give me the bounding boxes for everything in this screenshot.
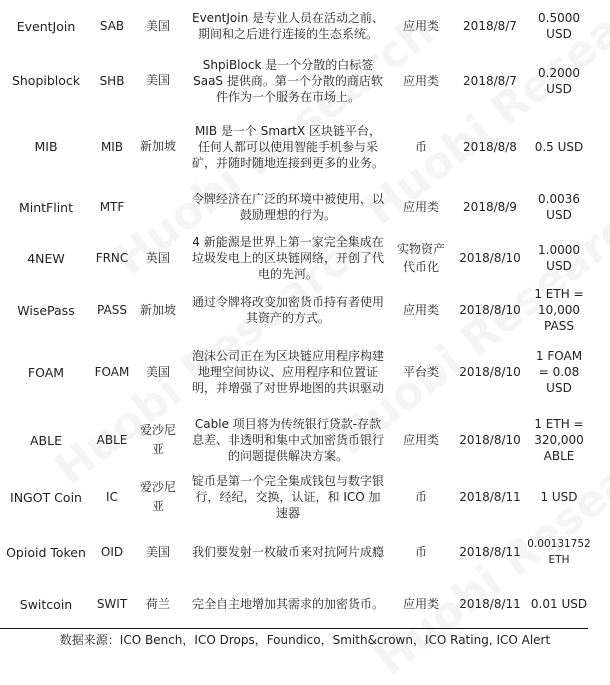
data-source-note: 数据来源：ICO Bench，ICO Drops，Foundico，Smith&crown，ICO Rating, ICO Alert [59, 633, 551, 647]
category: 实物资产代币化 [396, 242, 445, 274]
token-price: 0.0036 USD [538, 192, 580, 222]
project-name: Switcoin [19, 596, 73, 612]
ico-date: 2018/8/7 [463, 73, 517, 88]
country: 美国 [145, 364, 170, 379]
project-name: ABLE [30, 432, 62, 448]
table-row [0, 230, 610, 286]
project-name: FOAM [27, 364, 65, 380]
project-name: EventJoin [16, 18, 76, 34]
token-price: 1 ETH = 320,000 ABLE [534, 417, 584, 463]
table-row [0, 580, 610, 628]
description: 4 新能源是世界上第一家完全集成在垃圾发电上的区块链网络，开创了代电的先河。 [192, 235, 385, 281]
ico-date: 2018/8/9 [463, 200, 517, 214]
country: 新加坡 [139, 139, 176, 153]
category: 应用类 [402, 19, 439, 33]
table-row [0, 0, 610, 52]
table-row [0, 470, 610, 524]
description: ShpiBlock 是一个分散的白标签 SaaS 提供商。第一个分散的商店软件作为一个服务在市场上。 [193, 57, 383, 104]
ico-date: 2018/8/11 [459, 545, 521, 559]
category: 应用类 [402, 303, 439, 317]
token-price: 1 FOAM = 0.08 USD [535, 349, 583, 395]
table-row [0, 184, 610, 230]
country: 美国 [145, 544, 170, 559]
description: 完全自主地增加其需求的加密货币。 [192, 597, 385, 611]
token-price: 1 ETH = 10,000 PASS [534, 287, 584, 333]
project-name: WisePass [17, 302, 75, 318]
token-symbol: FRNC [95, 251, 129, 265]
category: 应用类 [402, 200, 439, 214]
token-symbol: SWIT [96, 597, 128, 611]
token-symbol: OID [100, 545, 124, 559]
description: EventJoin 是专业人员在活动之前、期间和之后进行连接的生态系统。 [192, 11, 385, 41]
ico-date: 2018/8/11 [459, 597, 521, 611]
category: 币 [414, 545, 427, 559]
project-name: 4NEW [27, 250, 65, 266]
country: 爱沙尼亚 [139, 423, 176, 456]
country: 爱沙尼亚 [139, 480, 176, 513]
token-price: 0.5 USD [534, 139, 584, 154]
description: 我们要发射一枚破币来对抗阿片成瘾 [192, 545, 385, 559]
table-row [0, 410, 610, 470]
table-row [0, 524, 610, 580]
token-price: 0.5000 USD [538, 11, 580, 41]
token-symbol: IC [106, 490, 118, 504]
ico-date: 2018/8/11 [459, 490, 521, 504]
table-row [0, 334, 610, 410]
token-symbol: MTF [99, 200, 125, 214]
project-name: MintFlint [18, 199, 74, 215]
token-symbol: ABLE [96, 433, 128, 447]
category: 应用类 [402, 433, 439, 447]
category: 币 [414, 490, 427, 504]
description: Cable 项目将为传统银行贷款-存款息差、非透明和集中式加密货币银行的问题提供解决方案。 [192, 417, 385, 463]
ico-date: 2018/8/8 [463, 139, 517, 154]
token-price: 0.01 USD [530, 597, 588, 611]
token-symbol: SHB [99, 73, 125, 88]
table-row [0, 52, 610, 109]
token-symbol: FOAM [94, 365, 130, 379]
table-row [0, 109, 610, 184]
token-price: 1 USD [540, 490, 578, 504]
description: 泡沫公司正在为区块链应用程序构建地理空间协议、应用程序和位置证明，并增强了对世界地图的共识驱动 [192, 349, 385, 395]
category: 应用类 [402, 73, 439, 88]
description: 锭币是第一个完全集成钱包与数字银行，经纪，交换，认证，和 ICO 加速器 [192, 474, 385, 520]
description: 令牌经济在广泛的环境中被使用，以鼓励理想的行为。 [192, 192, 385, 222]
table-bottom-rule [0, 628, 588, 629]
country: 新加坡 [139, 302, 176, 317]
project-name: MIB [34, 139, 58, 154]
token-symbol: MIB [100, 139, 124, 154]
token-price: 0.00131752 ETH [527, 538, 591, 566]
ico-date: 2018/8/10 [459, 303, 521, 317]
token-price: 1.0000 USD [538, 243, 580, 273]
country: 英国 [145, 250, 170, 265]
description: MIB 是一个 SmartX 区块链平台，任何人都可以使用智能手机参与采矿，并随时随地连接到更多的业务。 [192, 123, 385, 170]
ico-date: 2018/8/10 [459, 365, 521, 379]
ico-date: 2018/8/7 [463, 19, 517, 33]
token-symbol: PASS [97, 303, 127, 317]
project-name: Shopiblock [11, 73, 81, 88]
table-row [0, 286, 610, 334]
country [132, 184, 184, 230]
country: 美国 [145, 18, 170, 33]
category: 应用类 [402, 597, 439, 611]
description: 通过令牌将改变加密货币持有者使用其资产的方式。 [192, 295, 385, 325]
token-symbol: SAB [99, 19, 125, 33]
ico-date: 2018/8/10 [459, 251, 521, 265]
ico-date: 2018/8/10 [459, 433, 521, 447]
project-name: Opioid Token [6, 544, 86, 560]
category: 平台类 [402, 365, 439, 379]
category: 币 [414, 139, 427, 154]
country: 荷兰 [145, 596, 170, 611]
token-price: 0.2000 USD [538, 65, 580, 96]
project-name: INGOT Coin [10, 489, 82, 505]
country: 美国 [145, 73, 170, 87]
